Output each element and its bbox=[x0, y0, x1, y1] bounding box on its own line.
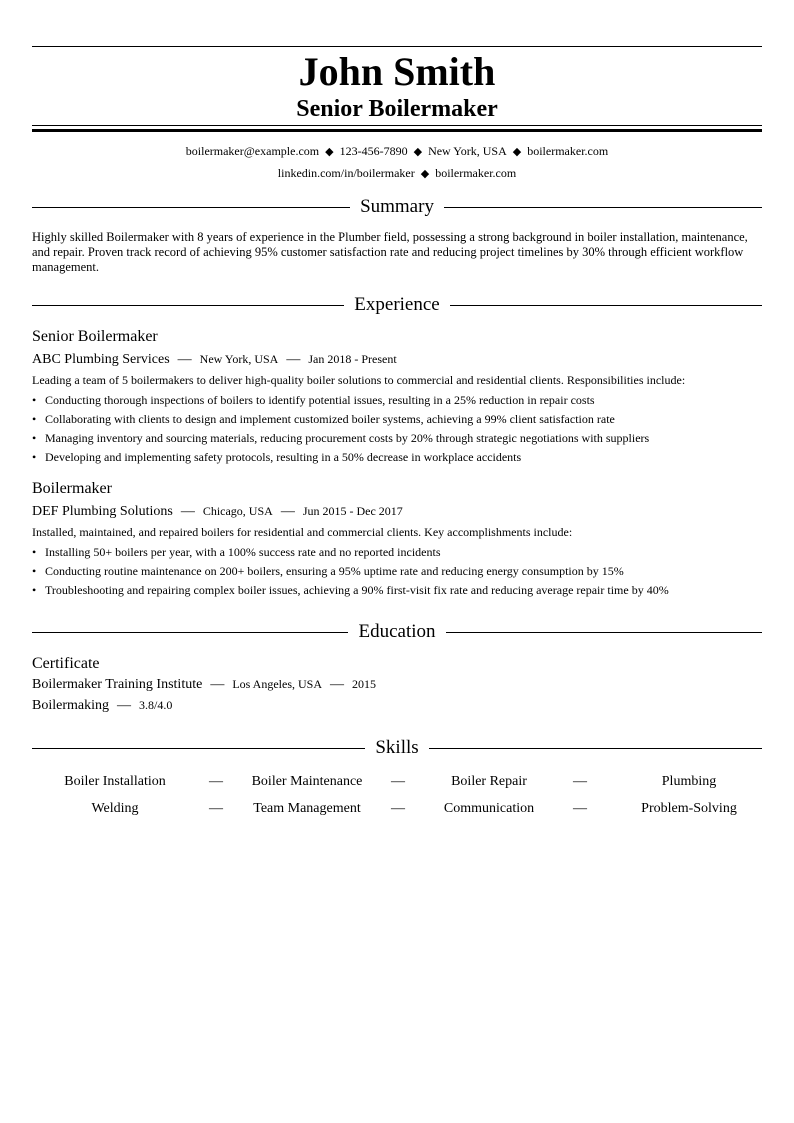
job-description: Leading a team of 5 boilermakers to deliver high-quality boiler solutions to commercial and residential clients. Responsibilities include: bbox=[32, 373, 686, 387]
job-company: DEF Plumbing Solutions bbox=[32, 504, 173, 519]
job-meta bbox=[32, 501, 762, 522]
top-rule bbox=[32, 46, 762, 47]
contact-website-2[interactable]: boilermaker.com bbox=[435, 166, 517, 180]
dash-separator: — bbox=[286, 352, 301, 367]
section-title: Experience bbox=[354, 294, 440, 315]
education-year: 2015 bbox=[352, 677, 376, 691]
dash-separator: — bbox=[280, 504, 295, 519]
list-item: • Managing inventory and sourcing materials, reducing procurement costs by 20% through strategic negotiations with suppliers bbox=[32, 429, 762, 448]
job-entry bbox=[32, 327, 762, 467]
education-location: Los Angeles, USA bbox=[232, 677, 322, 691]
summary-heading bbox=[32, 195, 762, 219]
skills-grid bbox=[32, 768, 762, 822]
contact-info bbox=[32, 141, 762, 185]
skill-separator: — bbox=[391, 801, 405, 816]
section-title: Education bbox=[358, 621, 436, 642]
job-description: Installed, maintained, and repaired boilers for residential and commercial clients. Key accomplishments include: bbox=[32, 525, 573, 539]
education-field-line bbox=[32, 695, 762, 716]
job-dates: Jan 2018 - Present bbox=[308, 352, 397, 366]
skill-separator: — bbox=[391, 774, 405, 789]
skill-separator: — bbox=[573, 801, 587, 816]
bullet-icon: • bbox=[32, 393, 37, 407]
bullet-icon: • bbox=[32, 450, 37, 464]
experience-heading bbox=[32, 293, 762, 317]
skill-item: Boiler Repair bbox=[451, 774, 527, 789]
dash-separator: — bbox=[180, 504, 195, 519]
skill-separator: — bbox=[209, 774, 223, 789]
job-bullets bbox=[32, 391, 762, 467]
bullet-icon: • bbox=[32, 431, 37, 445]
list-item: • Troubleshooting and repairing complex boiler issues, achieving a 90% first-visit fix rate and reducing average repair time by 40% bbox=[32, 581, 762, 600]
job-bullets bbox=[32, 543, 762, 600]
contact-email[interactable]: boilermaker@example.com bbox=[185, 144, 320, 158]
list-item: • Collaborating with clients to design and implement customized boiler systems, achieving a 99% client satisfaction rate bbox=[32, 410, 762, 429]
education-heading bbox=[32, 620, 762, 644]
skill-item: Problem-Solving bbox=[641, 801, 737, 816]
dash-separator: — bbox=[177, 352, 192, 367]
diamond-icon: ◆ bbox=[512, 146, 522, 158]
job-entry bbox=[32, 479, 762, 600]
contact-phone[interactable]: 123-456-7890 bbox=[339, 144, 408, 158]
bullet-icon: • bbox=[32, 564, 37, 578]
education-gpa: 3.8/4.0 bbox=[139, 698, 173, 712]
skills-heading bbox=[32, 736, 762, 760]
contact-line-2 bbox=[32, 163, 762, 185]
section-title: Skills bbox=[375, 737, 419, 758]
bullet-icon: • bbox=[32, 545, 37, 559]
dash-separator: — bbox=[210, 677, 225, 692]
job-location: New York, USA bbox=[199, 352, 279, 366]
list-item: • Developing and implementing safety protocols, resulting in a 50% decrease in workplace accidents bbox=[32, 448, 762, 467]
list-item: • Conducting thorough inspections of boilers to identify potential issues, resulting in a 25% reduction in repair costs bbox=[32, 391, 762, 410]
job-meta bbox=[32, 349, 762, 370]
contact-line-1 bbox=[32, 141, 762, 163]
job-location: Chicago, USA bbox=[202, 504, 273, 518]
contact-location: New York, USA bbox=[428, 144, 507, 158]
job-company: ABC Plumbing Services bbox=[32, 352, 170, 367]
skill-item: Welding bbox=[91, 801, 139, 816]
skill-item: Communication bbox=[443, 801, 535, 816]
bullet-icon: • bbox=[32, 412, 37, 426]
list-item: • Conducting routine maintenance on 200+ boilers, ensuring a 95% uptime rate and reducing energy consumption by 15% bbox=[32, 562, 762, 581]
education-field: Boilermaking bbox=[32, 698, 109, 713]
education-institution-line bbox=[32, 674, 762, 695]
diamond-icon: ◆ bbox=[420, 168, 430, 180]
list-item: • Installing 50+ boilers per year, with a 100% success rate and no reported incidents bbox=[32, 543, 762, 562]
dash-separator: — bbox=[330, 677, 344, 692]
contact-website[interactable]: boilermaker.com bbox=[527, 144, 609, 158]
diamond-icon: ◆ bbox=[413, 146, 423, 158]
candidate-title: Senior Boilermaker bbox=[296, 96, 498, 122]
resume-page bbox=[32, 46, 762, 822]
skill-separator: — bbox=[573, 774, 587, 789]
skill-item: Boiler Installation bbox=[64, 774, 166, 789]
job-title: Boilermaker bbox=[32, 480, 112, 497]
skill-item: Boiler Maintenance bbox=[251, 774, 363, 789]
education-degree: Certificate bbox=[32, 655, 100, 672]
diamond-icon: ◆ bbox=[325, 146, 334, 158]
contact-linkedin[interactable]: linkedin.com/in/boilermaker bbox=[277, 166, 415, 180]
header-divider bbox=[32, 125, 762, 132]
job-dates: Jun 2015 - Dec 2017 bbox=[302, 504, 403, 518]
dash-separator: — bbox=[117, 698, 131, 713]
candidate-name: John Smith bbox=[298, 49, 496, 94]
bullet-icon: • bbox=[32, 583, 37, 597]
job-title: Senior Boilermaker bbox=[32, 328, 158, 345]
section-title: Summary bbox=[360, 196, 434, 217]
skill-item: Plumbing bbox=[661, 774, 717, 789]
skill-separator: — bbox=[209, 801, 223, 816]
summary-text: Highly skilled Boilermaker with 8 years of experience in the Plumber field, possessing a strong background in boiler installation, maintenance, and repair. Proven track record of achieving 95% customer satisfaction rate and reducing project timelines by 30% through efficient workflow management. bbox=[32, 230, 748, 274]
skill-item: Team Management bbox=[253, 801, 361, 816]
education-institution: Boilermaker Training Institute bbox=[32, 677, 203, 692]
